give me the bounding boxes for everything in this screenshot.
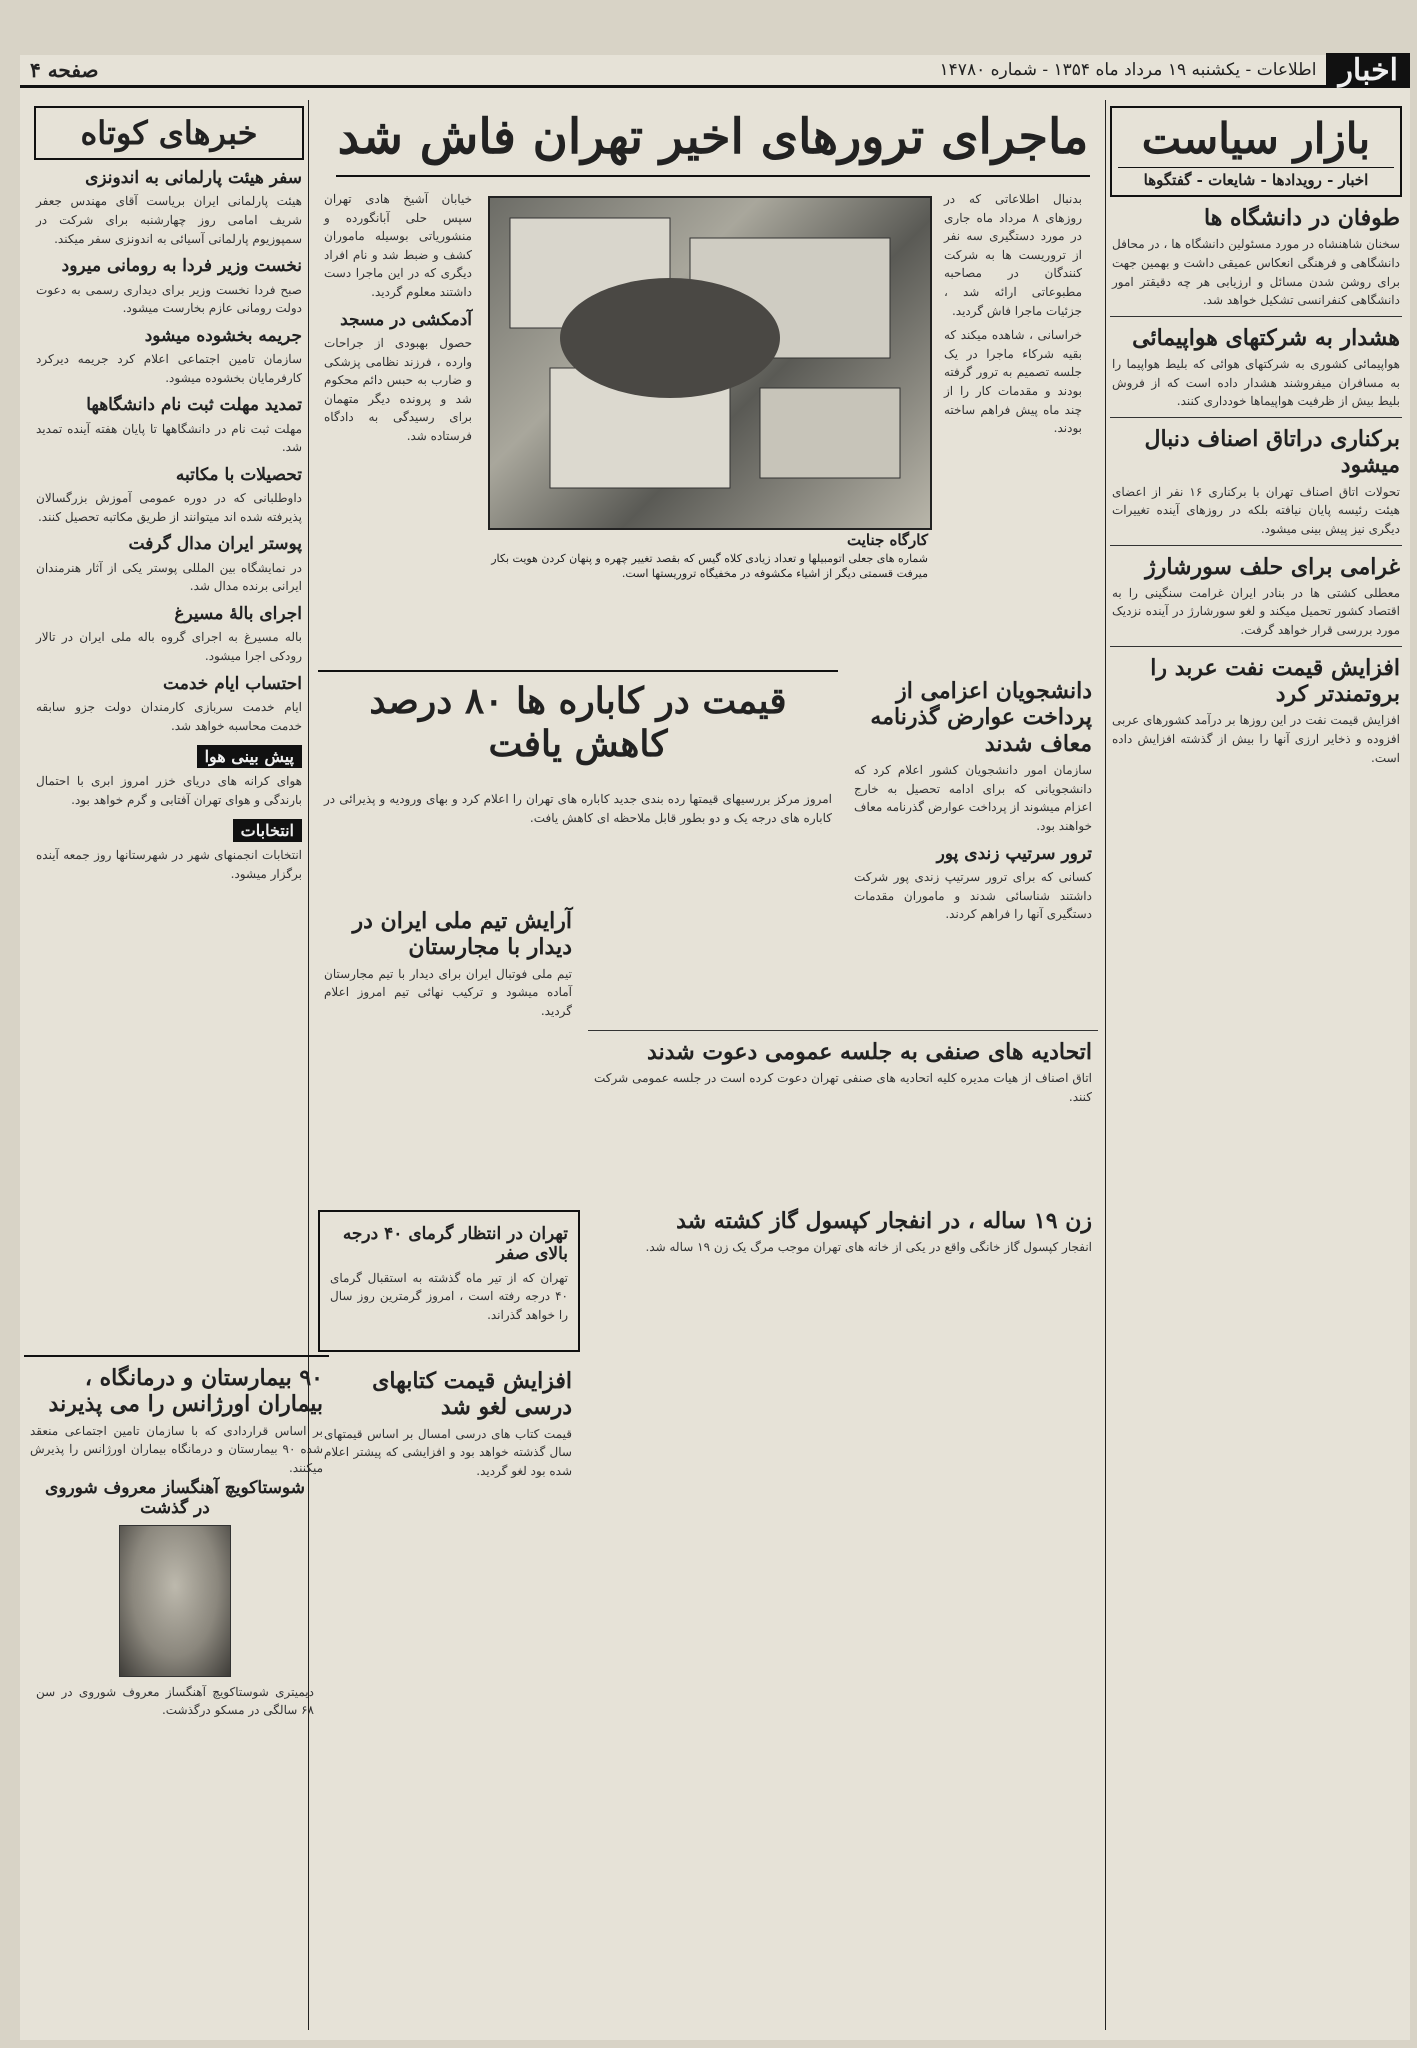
main-banner-headline: ماجرای ترورهای اخیر تهران فاش شد <box>336 100 1090 177</box>
short-news-box <box>34 106 304 160</box>
article-body: امروز مرکز بررسیهای قیمتها رده بندی جدید کاباره های تهران را اعلام کرد و بهای ورودیه و پذیرائی در کاباره های درجه یک و دو بطور قابل ملاحظه ای کاهش یافت. <box>324 792 832 825</box>
article-body: کسانی که برای ترور سرتیپ زندی پور شرکت داشتند شناسائی شدند و ماموران مقدمات دستگیری آنها را فراهم کردند. <box>854 869 1092 922</box>
page-number: صفحه ۴ <box>30 58 99 82</box>
article-headline: تحصیلات با مکاتبه <box>175 464 302 485</box>
divider <box>1110 646 1402 647</box>
shostakovich-photo <box>119 1525 231 1677</box>
article-headline: شوستاکویچ آهنگساز معروف شوروی در گذشت <box>45 1478 305 1519</box>
article-body: حصول بهبودی از جراحات وارده ، فرزند نظامی پزشکی و ضارب به حبس دائم محکوم شد و پرونده دیگر متهمان برای رسیدگی به دادگاه فرستاده شد. <box>324 335 472 443</box>
evidence-photo <box>488 196 932 530</box>
dateline: اطلاعات - یکشنبه ۱۹ مرداد ماه ۱۳۵۴ - شماره ۱۴۷۸۰ <box>939 60 1317 80</box>
article-body: بدنبال اطلاعاتی که در روزهای ۸ مرداد ماه جاری در مورد دستگیری سه نفر از تروریست ها به شرکت کنندگان در مصاحبه مطبوعاتی ارائه شد ، جزئیات ماجرا فاش گردید. <box>944 192 1082 318</box>
shostakovich-article <box>30 1470 320 2030</box>
market-politics-subtitle: اخبار - رویدادها - شایعات - گفتگوها <box>1118 167 1394 189</box>
article-headline: آرایش تیم ملی ایران در دیدار با مجارستان <box>352 908 572 961</box>
caption-text: شماره های جعلی اتومبیلها و تعداد زیادی کلاه گیس که بقصد تغییر چهره و پنهان کردن هویت بکار میرفت قسمتی دیگر از اشیاء مکشوفه در مخفیگاه تروریستها است. <box>491 552 928 581</box>
article-headline: تهران در انتظار گرمای ۴۰ درجه بالای صفر <box>342 1224 568 1265</box>
article-body: قیمت کتاب های درسی امسال بر اساس قیمتهای سال گذشته خواهد بود و افزایشی که پیشتر اعلام شده بود لغو گردید. <box>324 1426 572 1478</box>
article-headline: جریمه بخشوده میشود <box>144 325 302 346</box>
article-body: هواپیمائی کشوری به شرکتهای هوائی که بلیط هواپیما را به مسافران میفروشند هشدار داده است که از فروش بلیط بیش از ظرفیت هواپیماها خودداری کنند. <box>1112 357 1400 409</box>
article-body: خیابان آشیخ هادی تهران سپس حلی آبانگورده و منشوریاتی بوسیله ماموران کشف و ضبط شد و نام افراد دیگری که در این ماجرا دست داشتند معلوم گردید. <box>324 192 472 299</box>
masthead <box>20 52 1410 88</box>
article-body: بر اساس قراردادی که با سازمان تامین اجتماعی منعقد شده ۹۰ بیمارستان و درمانگاه بیماران اورژانس را پذیرش میکنند. <box>30 1423 323 1475</box>
article-headline: پوستر ایران مدال گرفت <box>128 534 302 555</box>
article-body: انفجار کپسول گاز خانگی واقع در یکی از خانه های تهران موجب مرگ یک زن ۱۹ ساله شد. <box>645 1240 1092 1255</box>
article-headline: ترور سرتیپ زندی پور <box>936 843 1092 864</box>
article-body: خراسانی ، شاهده میکند که بقیه شرکاء ماجرا در یک جلسه تصمیم به ترور گرفته بودند و مقدمات کار را از چند ماه پیش فراهم ساخته بودند. <box>944 328 1082 436</box>
article-body: معطلی کشتی ها در بنادر ایران غرامت سنگینی را به اقتصاد کشور تحمیل میکند و لغو سورشارژ در آینده نزدیک مورد بررسی قرار خواهد گرفت. <box>1112 585 1400 638</box>
article-headline: اتحادیه های صنفی به جلسه عمومی دعوت شدند <box>647 1039 1092 1065</box>
students-article <box>848 670 1098 1020</box>
article-headline: احتساب ایام خدمت <box>163 673 302 694</box>
cabaret-body <box>318 790 838 890</box>
article-body: سازمان امور دانشجویان کشور اعلام کرد که دانشجویانی که برای ادامه تحصیل به خارج اعزام میشوند از پرداخت عوارض گذرنامه معاف خواهند بود. <box>854 763 1092 833</box>
market-politics-box <box>1110 106 1402 197</box>
divider <box>1110 545 1402 546</box>
article-headline: آدمکشی در مسجد <box>340 309 472 330</box>
books-article <box>318 1360 578 1560</box>
article-headline: ۹۰ بیمارستان و درمانگاه ، بیماران اورژانس را می پذیرند <box>48 1365 323 1418</box>
article-headline: نخست وزیر فردا به رومانی میرود <box>61 256 302 277</box>
article-body: تهران که از تیر ماه گذشته به استقبال گرمای ۴۰ درجه رفته است ، امروز گرمترین روز سال را خواهد گذراند. <box>330 1270 568 1322</box>
article-headline: زن ۱۹ ساله ، در انفجار کپسول گاز کشته شد <box>676 1208 1092 1234</box>
gas-article <box>588 1200 1098 1430</box>
article-headline: طوفان در دانشگاه ها <box>1204 205 1400 231</box>
elections-tag: انتخابات <box>233 819 302 842</box>
article-body: انتخابات انجمنهای شهر در شهرستانها روز جمعه آینده برگزار میشود. <box>36 848 302 881</box>
article-body: مهلت ثبت نام در دانشگاهها تا پایان هفته آینده تمدید شد. <box>36 421 302 455</box>
article-headline: غرامی برای حلف سورشارژ <box>1145 553 1400 580</box>
article-body: اتاق اصناف از هیات مدیره کلیه اتحادیه های صنفی تهران دعوت کرده است در جلسه عمومی شرکت کنند. <box>594 1071 1092 1104</box>
article-headline: تمدید مهلت ثبت نام دانشگاهها <box>86 395 302 416</box>
article-headline: افزایش قیمت کتابهای درسی لغو شد <box>372 1368 572 1421</box>
article-body: سازمان تامین اجتماعی اعلام کرد جریمه دیرکرد کارفرمایان بخشوده میشود. <box>36 352 302 385</box>
photo-caption <box>488 530 928 582</box>
article-body: دیمیتری شوستاکویچ آهنگساز معروف شوروی در سن ۶۸ سالگی در مسکو درگذشت. <box>36 1684 314 1718</box>
short-news-title: خبرهای کوتاه <box>80 114 258 152</box>
article-body: صبح فردا نخست وزیر برای دیداری رسمی به دعوت دولت رومانی عازم بخارست میشود. <box>36 282 302 316</box>
article-body: هوای کرانه های دریای خزر امروز ابری با احتمال بارندگی و هوای تهران آفتابی و گرم خواهد بود. <box>36 774 302 807</box>
article-body: هیئت پارلمانی ایران بریاست آقای مهندس جعفر شریف امامی روز چهارشنبه برای شرکت در سمپوزیوم پارلمانی آسیائی به اندونزی سفر میکند. <box>36 194 302 246</box>
lead-article <box>938 190 1088 660</box>
hospitals-article <box>24 1355 329 1475</box>
article-body: افزایش قیمت نفت در این روزها بر درآمد کشورهای عربی افزوده و ذخایر ارزی آنها را بیش از گذشته افزایش داده است. <box>1112 713 1400 765</box>
article-body: باله مسیرغ به اجرای گروه باله ملی ایران در تالار رودکی اجرا میشود. <box>36 630 302 664</box>
article-headline: برکناری دراتاق اصناف دنبال میشود <box>1144 425 1400 479</box>
caption-title: کارگاه جنایت <box>846 531 928 549</box>
football-article <box>318 900 578 1200</box>
article-headline: دانشجویان اعزامی از پرداخت عوارض گذرنامه معاف شدند <box>870 678 1092 757</box>
divider <box>1110 417 1402 418</box>
mosque-article <box>318 190 478 660</box>
weather-tag: پیش بینی هوا <box>197 745 302 768</box>
photo-drawing <box>490 198 930 528</box>
heat-article <box>318 1210 580 1352</box>
cabaret-headline: قیمت در کاباره ها ۸۰ درصد کاهش یافت <box>369 680 787 766</box>
center-column <box>318 100 1098 2030</box>
divider <box>1110 316 1402 317</box>
article-headline: هشدار به شرکتهای هواپیمائی <box>1132 324 1400 351</box>
article-body: تیم ملی فوتبال ایران برای دیدار با تیم مجارستان آماده میشود و ترکیب نهائی تیم امروز اعلام گردید. <box>324 966 572 1018</box>
cabaret-article <box>318 670 838 782</box>
article-headline: افزایش قیمت نفت عربد را بروتمندتر کرد <box>1150 654 1400 708</box>
article-headline: اجرای بالهٔ مسیرغ <box>174 604 302 625</box>
article-body: تحولات اتاق اصناف تهران با برکناری ۱۶ نفر از اعضای هیئت رئیسه پایان نیافته بلکه در روزهای آینده تغییرات دیگری نیز پیش بینی میشود. <box>1112 484 1400 536</box>
article-body: ایام خدمت سربازی کارمندان دولت جزو سابقه خدمت محاسبه خواهد شد. <box>36 700 302 733</box>
article-headline: سفر هیئت پارلمانی به اندونزی <box>85 168 302 188</box>
market-politics-title: بازار سیاست <box>1141 114 1371 163</box>
article-body: سخنان شاهنشاه در مورد مسئولین دانشگاه ها ، در محافل دانشگاهی و فرهنگی انعکاس عمیقی داشت و بهمین جهت برای روشن شدن مسائل و ارزیابی هر چه دقیقتر امور دانشگاهی کنفرانسی تشکیل خواهد شد. <box>1112 237 1400 308</box>
article-body: داوطلبانی که در دوره عمومی آموزش بزرگسالان پذیرفته شده اند میتوانند از طریق مکاتبه تحصیل کنند. <box>36 491 302 524</box>
guilds-article <box>588 1030 1098 1191</box>
right-column <box>1105 100 1406 2030</box>
article-body: در نمایشگاه بین المللی پوستر یکی از آثار هنرمندان ایرانی برنده مدال شد. <box>36 560 302 594</box>
section-logo: اخبار <box>1326 53 1410 88</box>
